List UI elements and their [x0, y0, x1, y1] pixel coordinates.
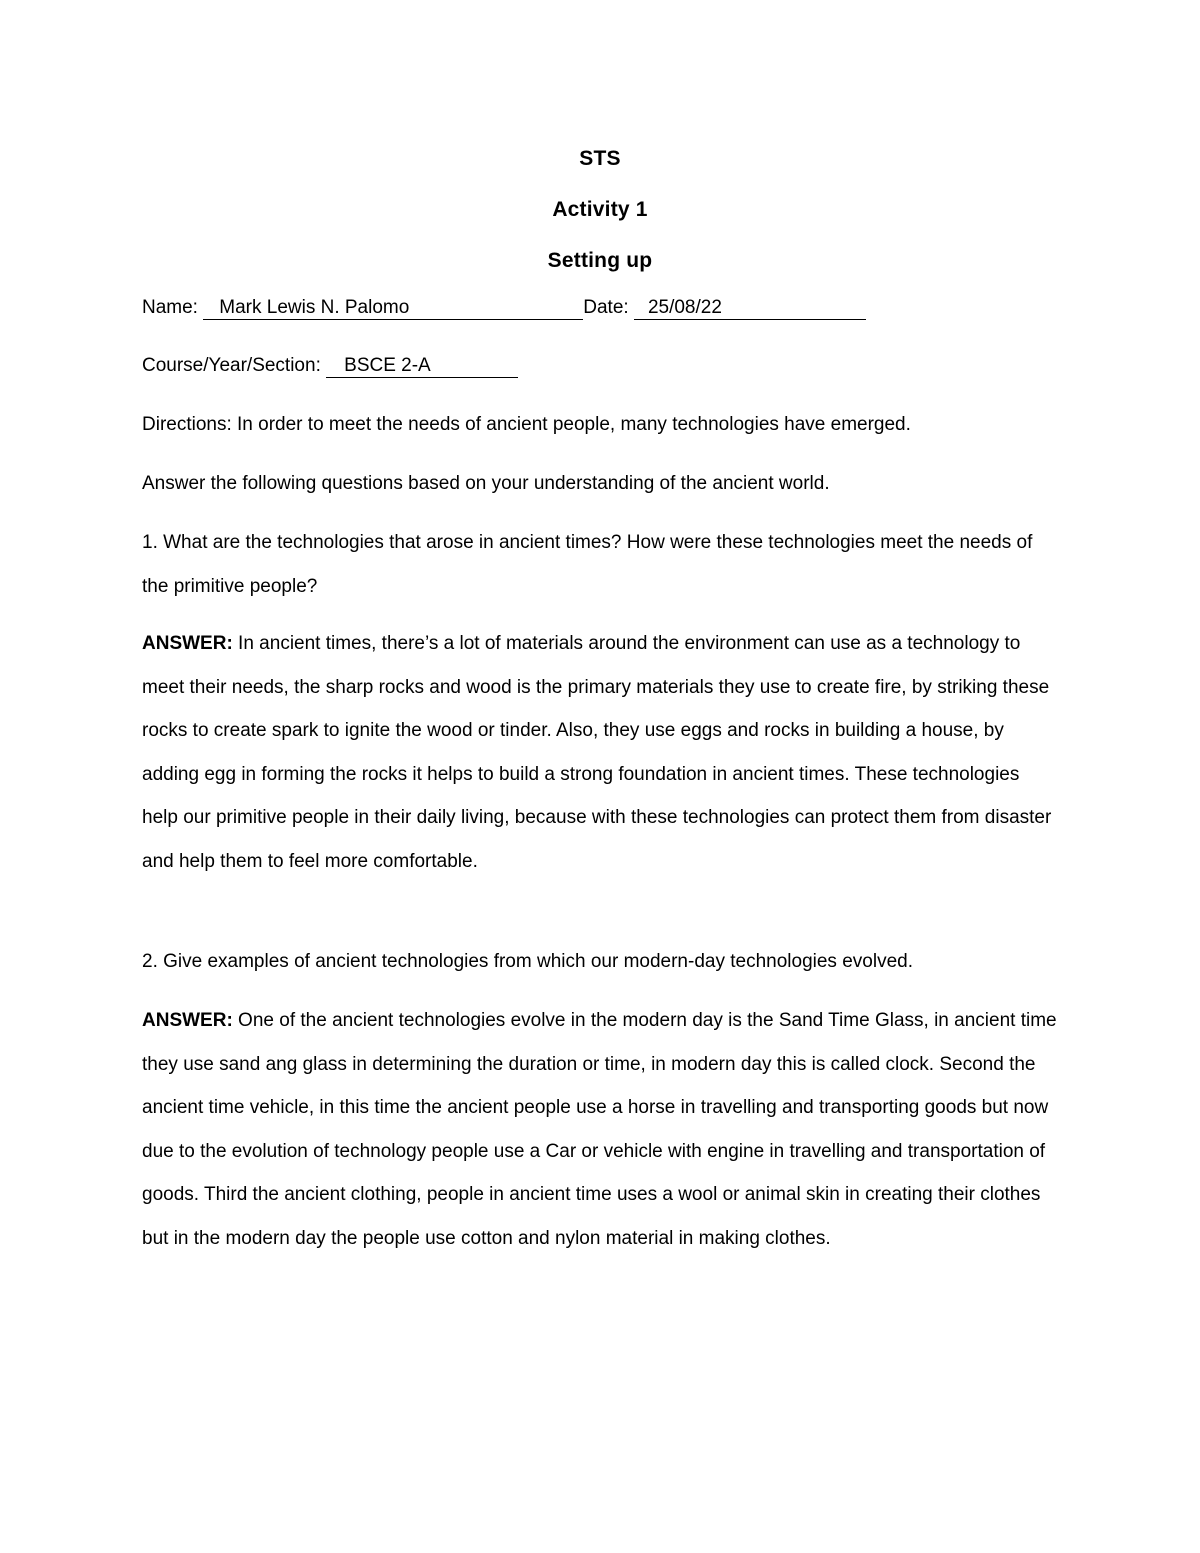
- course-code-heading: STS: [579, 147, 621, 170]
- answer-1: [142, 622, 1057, 883]
- answer-2-label: ANSWER:: [142, 1010, 233, 1031]
- instruction-text: Answer the following questions based on your understanding of the ancient world.: [142, 473, 830, 494]
- subtitle-heading: Setting up: [547, 249, 653, 272]
- course-value: BSCE 2-A: [326, 355, 518, 378]
- activity-heading: Activity 1: [552, 198, 648, 221]
- name-value: Mark Lewis N. Palomo: [203, 297, 583, 320]
- question-1: 1. What are the technologies that arose in ancient times? How were these technologies meet the needs of the primitive people?: [142, 532, 1033, 597]
- date-label: Date:: [583, 297, 629, 318]
- answer-2: [142, 999, 1057, 1260]
- answer-2-text: One of the ancient technologies evolve in the modern day is the Sand Time Glass, in ancient time they use sand ang glass in determining the duration or time, in modern day this is called clock. Second the ancient time vehicle, in this time the ancient people use a horse in travelling and transporting goods but now due to the evolution of technology people use a Car or vehicle with engine in travelling and transportation of goods. Third the ancient clothing, people in ancient time uses a wool or animal skin in creating their clothes but in the modern day the people use cotton and nylon material in making clothes.: [142, 1010, 1057, 1249]
- answer-1-text: In ancient times, there’s a lot of materials around the environment can use as a technology to meet their needs, the sharp rocks and wood is the primary materials they use to create fire, by striking these rocks to create spark to ignite the wood or tinder. Also, they use eggs and rocks in building a house, by adding egg in forming the rocks it helps to build a strong foundation in ancient times. These technologies help our primitive people in their daily living, because with these technologies can protect them from disaster and help them to feel more comfortable.: [142, 633, 1052, 872]
- answer-1-label: ANSWER:: [142, 633, 233, 654]
- name-date-row: [142, 295, 866, 321]
- date-value: 25/08/22: [634, 297, 866, 320]
- question-2: 2. Give examples of ancient technologies from which our modern-day technologies evolved.: [142, 951, 913, 972]
- course-row: [142, 353, 518, 379]
- name-label: Name:: [142, 297, 198, 318]
- course-label: Course/Year/Section:: [142, 355, 321, 376]
- directions-text: Directions: In order to meet the needs of ancient people, many technologies have emerged.: [142, 414, 911, 435]
